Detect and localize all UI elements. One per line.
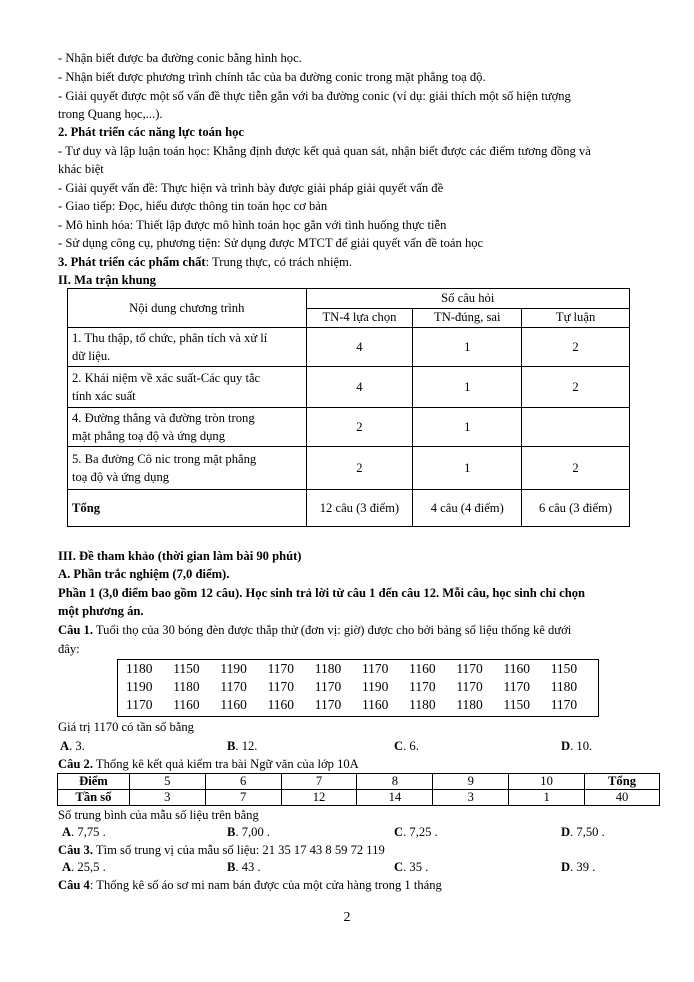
option-key: B — [227, 739, 236, 753]
option-value: . 35 . — [403, 860, 429, 874]
competency-line: khác biệt — [58, 162, 104, 176]
option-value: . 25,5 . — [71, 860, 106, 874]
q2-option-c[interactable] — [394, 824, 438, 840]
q2-cell: 6 — [205, 774, 281, 790]
question-text: Tuổi thọ của 30 bóng đèn được thắp thử (đơn vị: giờ) được cho bởi bảng số liệu thống kê dưới — [93, 623, 572, 637]
option-value: . 7,50 . — [570, 825, 605, 839]
matrix-row-content: mặt phẳng toạ độ và ứng dụng — [72, 429, 226, 443]
option-key: A — [60, 739, 70, 753]
option-value: . 7,00 . — [235, 825, 271, 839]
matrix-cell: 2 — [522, 328, 630, 367]
objective-line: trong Quang học,...). — [58, 107, 163, 121]
data-cell: 1160 — [267, 697, 295, 712]
question-4 — [58, 877, 442, 893]
matrix-cell: 1 — [413, 447, 522, 490]
data-cell: 1160 — [503, 661, 530, 676]
q1-option-c[interactable] — [394, 738, 419, 754]
option-key: D — [561, 860, 571, 874]
matrix-total-cell: 12 câu (3 điểm) — [306, 490, 413, 527]
matrix-col-count: Số câu hỏi — [306, 289, 629, 309]
data-cell: 1180 — [409, 697, 436, 712]
question-1-cont: đây: — [58, 642, 80, 656]
matrix-cell: 4 — [306, 328, 413, 367]
data-cell: 1160 — [361, 697, 389, 712]
matrix-cell: 2 — [306, 408, 413, 447]
question-label: Câu 2. — [58, 757, 93, 771]
question-3 — [58, 842, 385, 858]
matrix-row-content: 5. Ba đường Cô nic trong mặt phẳng — [72, 452, 257, 466]
q2-cell: 8 — [357, 774, 433, 790]
q1-option-d[interactable] — [561, 738, 592, 754]
matrix-total-cell: 6 câu (3 điểm) — [522, 490, 630, 527]
option-key: C — [394, 860, 404, 874]
q2-cell: Tần số — [58, 790, 130, 806]
data-cell: 1170 — [456, 679, 483, 694]
option-key: D — [561, 739, 571, 753]
matrix-col-tn4: TN-4 lựa chọn — [306, 308, 413, 328]
qualities-heading: 3. Phát triển các phẩm chất — [58, 255, 206, 269]
q2-cell: 7 — [205, 790, 281, 806]
matrix-row-content: 4. Đường thẳng và đường tròn trong — [72, 411, 255, 425]
data-cell: 1150 — [503, 697, 530, 712]
matrix-row — [68, 447, 630, 490]
matrix-total-row — [68, 490, 630, 527]
option-value: . 7,25 . — [403, 825, 438, 839]
data-cell: 1170 — [314, 697, 342, 712]
matrix-row — [68, 367, 630, 408]
qualities-text: : Trung thực, có trách nhiệm. — [205, 255, 352, 269]
option-key: A — [62, 860, 72, 874]
option-value: . 6. — [403, 739, 419, 753]
part-a-heading: A. Phần trắc nghiệm (7,0 điểm). — [58, 567, 230, 581]
q2-cell: 9 — [433, 774, 509, 790]
q2-cell: 7 — [281, 774, 357, 790]
option-value: . 12. — [235, 739, 258, 753]
matrix-row-content: 2. Khái niệm về xác suất-Các quy tắc — [72, 371, 261, 385]
option-value: . 3. — [69, 739, 85, 753]
q2-cell: 3 — [129, 790, 205, 806]
question-label: Câu 3. — [58, 843, 93, 857]
part1-instruction: một phương án. — [58, 604, 144, 618]
matrix-row — [68, 328, 630, 367]
data-cell: 1150 — [173, 661, 200, 676]
matrix-cell: 4 — [306, 367, 413, 408]
data-cell: 1170 — [503, 679, 530, 694]
data-cell: 1170 — [361, 661, 389, 676]
q1-data-row — [126, 678, 598, 696]
matrix-row-content: dữ liệu. — [72, 349, 111, 363]
data-cell: 1180 — [550, 679, 578, 694]
question-2 — [58, 756, 359, 772]
competencies-heading: 2. Phát triển các năng lực toán học — [58, 125, 244, 139]
option-value: . 10. — [570, 739, 593, 753]
q1-ask: Giá trị 1170 có tần số bằng — [58, 720, 194, 734]
option-key: C — [394, 739, 404, 753]
q2-ask: Số trung bình của mẫu số liệu trên bằng — [58, 808, 259, 822]
data-cell: 1180 — [314, 661, 342, 676]
option-value: . 39 . — [570, 860, 596, 874]
data-cell: 1170 — [267, 679, 295, 694]
q2-cell: 10 — [509, 774, 585, 790]
q2-option-a[interactable] — [62, 824, 106, 840]
q1-data-row — [126, 696, 598, 714]
q2-cell: 14 — [357, 790, 433, 806]
matrix-cell: 2 — [306, 447, 413, 490]
competency-line: - Giải quyết vấn đề: Thực hiện và trình bày được giải pháp giải quyết vấn đề — [58, 181, 444, 195]
matrix-row-content: tính xác suất — [72, 389, 136, 403]
data-cell: 1170 — [314, 679, 342, 694]
q1-option-a[interactable] — [60, 738, 85, 754]
q1-data-box — [117, 659, 599, 717]
question-label: Câu 4 — [58, 878, 90, 892]
q2-option-d[interactable] — [561, 824, 605, 840]
question-label: Câu 1. — [58, 623, 93, 637]
objective-line: - Nhận biết được ba đường conic bằng hình học. — [58, 51, 302, 65]
q2-cell: 5 — [129, 774, 205, 790]
matrix-cell: 1 — [413, 408, 522, 447]
data-cell: 1170 — [456, 661, 483, 676]
matrix-row-content: toạ độ và ứng dụng — [72, 470, 170, 484]
option-key: B — [227, 860, 236, 874]
data-cell: 1160 — [220, 697, 247, 712]
competency-line: - Mô hình hóa: Thiết lập được mô hình toán học gắn với tình huống thực tiễn — [58, 218, 447, 232]
q1-option-b[interactable] — [227, 738, 257, 754]
q3-option-d[interactable] — [561, 859, 595, 875]
data-cell: 1190 — [361, 679, 389, 694]
q2-header-row — [58, 774, 660, 790]
option-key: B — [227, 825, 236, 839]
objective-line: - Nhận biết được phương trình chính tắc của ba đường conic trong mặt phẳng toạ độ. — [58, 70, 486, 84]
q2-cell: Tổng — [585, 774, 660, 790]
matrix-total-label: Tổng — [68, 490, 307, 527]
matrix-table — [67, 288, 630, 527]
question-text: Thống kê kết quả kiểm tra bài Ngữ văn của lớp 10A — [93, 757, 359, 771]
competency-line: - Tư duy và lập luận toán học: Khẳng định được kết quả quan sát, nhận biết được các điểm tương đồng và — [58, 144, 591, 158]
matrix-row-content: 1. Thu thập, tổ chức, phân tích và xử lí — [72, 331, 268, 345]
question-text: Tìm số trung vị của mẫu số liệu: 21 35 17 43 8 59 72 119 — [93, 843, 385, 857]
matrix-cell: 1 — [413, 328, 522, 367]
matrix-col-tl: Tự luận — [522, 308, 630, 328]
data-cell: 1180 — [456, 697, 483, 712]
data-cell: 1180 — [173, 679, 200, 694]
competency-line: - Sử dụng công cụ, phương tiện: Sử dụng được MTCT để giải quyết vấn đề toán học — [58, 236, 484, 250]
exam-heading: III. Đề tham khảo (thời gian làm bài 90 phút) — [58, 549, 302, 563]
data-cell: 1170 — [409, 679, 436, 694]
matrix-row — [68, 408, 630, 447]
q2-cell: 3 — [433, 790, 509, 806]
data-cell: 1170 — [550, 697, 578, 712]
matrix-cell — [522, 408, 630, 447]
q2-cell: Điểm — [58, 774, 130, 790]
option-key: A — [62, 825, 72, 839]
data-cell: 1190 — [126, 679, 153, 694]
data-cell: 1190 — [220, 661, 247, 676]
q1-data-row — [126, 660, 598, 678]
matrix-cell: 2 — [522, 367, 630, 408]
data-cell: 1170 — [220, 679, 247, 694]
q2-cell: 1 — [509, 790, 585, 806]
matrix-col-content: Nội dung chương trình — [68, 289, 307, 328]
page-number: 2 — [343, 910, 351, 925]
matrix-col-tnds: TN-đúng, sai — [413, 308, 522, 328]
q2-cell: 12 — [281, 790, 357, 806]
matrix-total-cell: 4 câu (4 điểm) — [413, 490, 522, 527]
q2-cell: 40 — [585, 790, 660, 806]
q3-option-c[interactable] — [394, 859, 428, 875]
matrix-cell: 2 — [522, 447, 630, 490]
q2-table — [57, 773, 660, 806]
data-cell: 1160 — [173, 697, 200, 712]
option-key: C — [394, 825, 404, 839]
objective-line: - Giải quyết được một số vấn đề thực tiễn gắn với ba đường conic (ví dụ: giải thích một số hiện tượng — [58, 89, 571, 103]
matrix-cell: 1 — [413, 367, 522, 408]
question-1 — [58, 622, 571, 638]
option-value: . 43 . — [235, 860, 261, 874]
data-cell: 1160 — [409, 661, 436, 676]
data-cell: 1170 — [126, 697, 153, 712]
part1-instruction: Phần 1 (3,0 điểm bao gồm 12 câu). Học sinh trả lời từ câu 1 đến câu 12. Mỗi câu, học sinh chỉ chọn — [58, 586, 586, 600]
option-key: D — [561, 825, 571, 839]
option-value: . 7,75 . — [71, 825, 106, 839]
q2-option-b[interactable] — [227, 824, 270, 840]
data-cell: 1180 — [126, 661, 153, 676]
competency-line: - Giao tiếp: Đọc, hiểu được thông tin toán học cơ bản — [58, 199, 328, 213]
data-cell: 1170 — [267, 661, 295, 676]
q2-freq-row — [58, 790, 660, 806]
data-cell: 1150 — [550, 661, 578, 676]
q3-option-a[interactable] — [62, 859, 106, 875]
qualities-line — [58, 254, 352, 270]
q3-option-b[interactable] — [227, 859, 261, 875]
question-text: : Thống kê số áo sơ mi nam bán được của một cửa hàng trong 1 tháng — [89, 878, 442, 892]
matrix-heading: II. Ma trận khung — [58, 273, 156, 287]
